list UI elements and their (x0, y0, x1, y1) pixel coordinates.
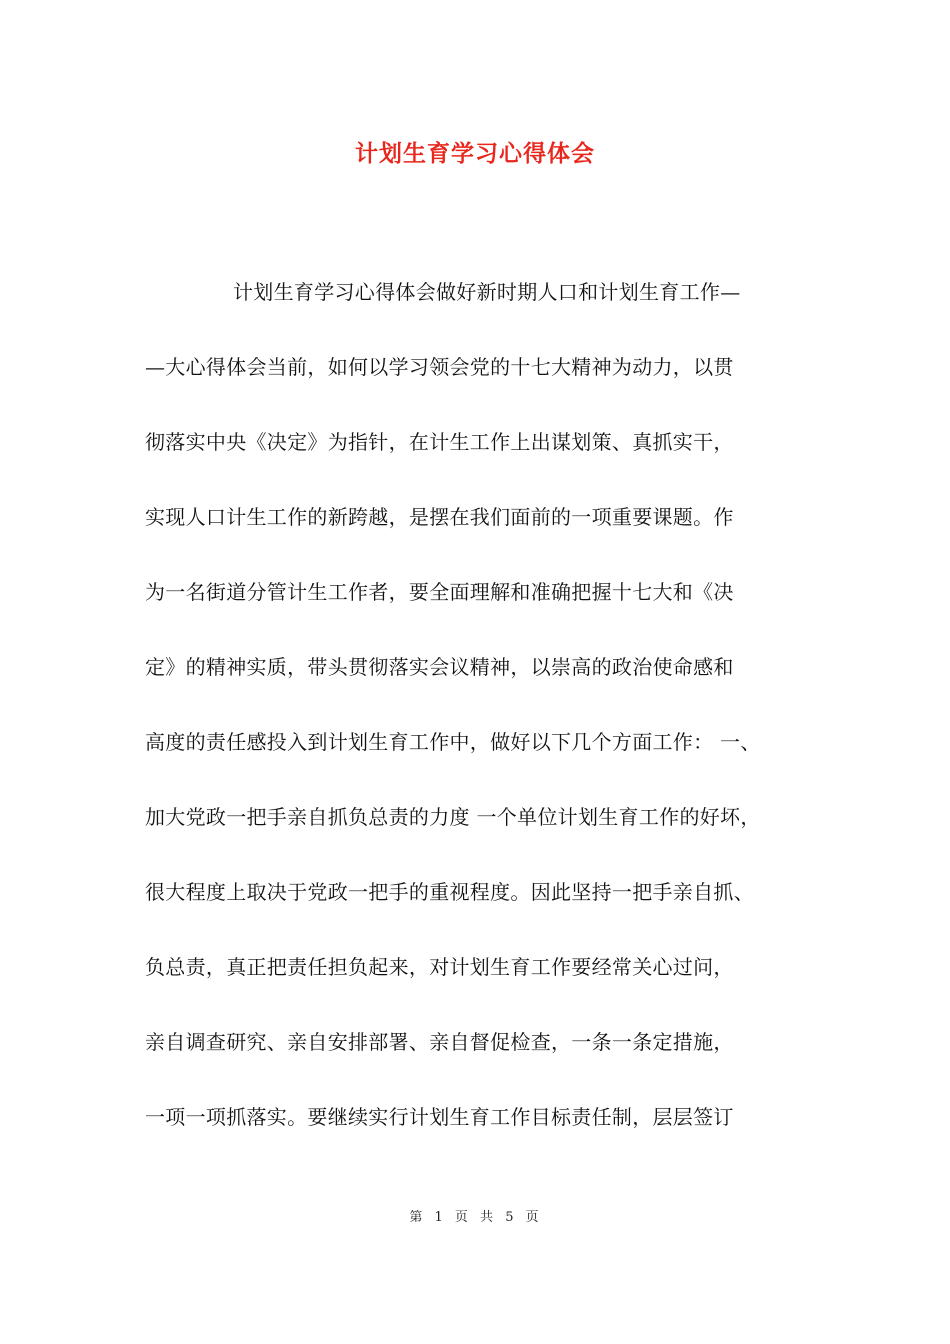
body-line: 定》的精神实质，带头贯彻落实会议精神，以崇高的政治使命感和 (145, 655, 734, 679)
body-line: —大心得体会当前，如何以学习领会党的十七大精神为动力，以贯 (145, 355, 734, 379)
body-line: 一项一项抓落实。要继续实行计划生育工作目标责任制，层层签订 (145, 1105, 734, 1129)
page-number-footer: 第 1 页 共 5 页 (409, 1210, 541, 1225)
document-title: 计划生育学习心得体会 (355, 140, 595, 167)
body-line: 负总责，真正把责任担负起来，对计划生育工作要经常关心过问， (145, 955, 734, 979)
body-line: 彻落实中央《决定》为指针，在计生工作上出谋划策、真抓实干， (145, 430, 734, 454)
body-line: 很大程度上取决于党政一把手的重视程度。因此坚持一把手亲自抓、 (145, 880, 754, 904)
body-line: 为一名街道分管计生工作者，要全面理解和准确把握十七大和《决 (145, 580, 734, 604)
document-body (145, 272, 825, 1172)
body-line: 实现人口计生工作的新跨越，是摆在我们面前的一项重要课题。作 (145, 505, 734, 529)
body-line: 计划生育学习心得体会做好新时期人口和计划生育工作— (233, 280, 741, 304)
body-line: 加大党政一把手亲自抓负总责的力度 一个单位计划生育工作的好坏， (145, 805, 761, 829)
body-line: 亲自调查研究、亲自安排部署、亲自督促检查，一条一条定措施， (145, 1030, 734, 1054)
body-line: 高度的责任感投入到计划生育工作中，做好以下几个方面工作： 一、 (145, 730, 761, 754)
